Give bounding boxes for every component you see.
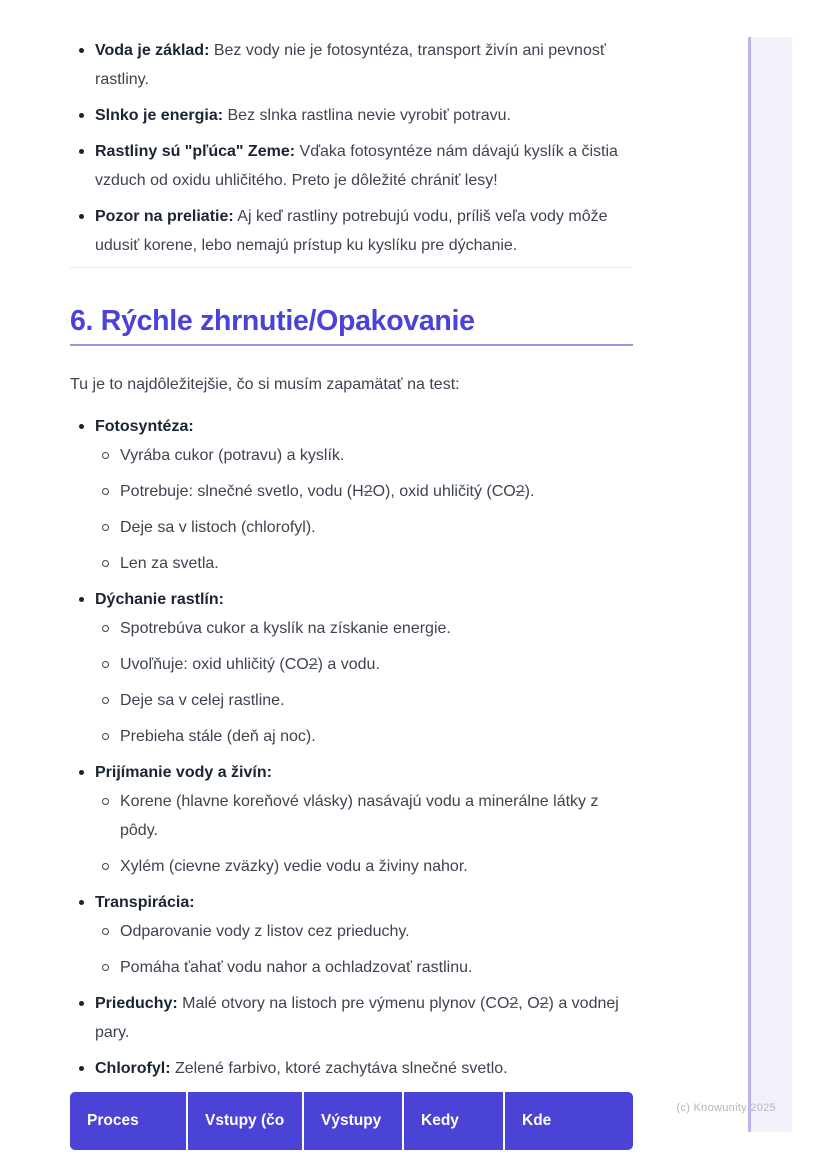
summary-subitem-text: Deje sa v celej rastline. xyxy=(120,692,285,709)
summary-subitem xyxy=(95,852,633,881)
key-point-item xyxy=(70,202,633,260)
key-point-item xyxy=(70,101,633,130)
summary-sublist xyxy=(95,441,633,578)
table-header-cell: Vstupy (čo xyxy=(188,1092,304,1150)
summary-subitem-text: Potrebuje: slnečné svetlo, vodu (H2O), oxid uhličitý (CO2). xyxy=(120,483,535,500)
section-heading: 6. Rýchle zhrnutie/Opakovanie xyxy=(70,305,475,337)
summary-subitem xyxy=(95,477,633,506)
summary-item xyxy=(70,585,633,751)
key-point-term: Pozor na preliatie: xyxy=(95,208,234,225)
summary-sublist xyxy=(95,614,633,751)
summary-subitem xyxy=(95,614,633,643)
key-point-item xyxy=(70,36,633,94)
summary-subitem-text: Xylém (cievne zväzky) vedie vodu a živiny nahor. xyxy=(120,858,468,875)
summary-subitem xyxy=(95,650,633,679)
summary-subitem-text: Uvoľňuje: oxid uhličitý (CO2) a vodu. xyxy=(120,656,380,673)
key-point-text: Vďaka fotosyntéze nám dávajú kyslík a čistia vzduch od oxidu uhličitého. Preto je dôležité chrániť lesy! xyxy=(95,143,618,189)
summary-subitem xyxy=(95,686,633,715)
summary-term: Prijímanie vody a živín: xyxy=(95,764,272,781)
table-header-cell: Výstupy xyxy=(304,1092,404,1150)
summary-subitem xyxy=(95,917,633,946)
document-content xyxy=(70,0,633,1150)
summary-text: Malé otvory na listoch pre výmenu plynov (CO2, O2) a vodnej pary. xyxy=(95,995,619,1041)
summary-term: Dýchanie rastlín: xyxy=(95,591,224,608)
summary-term: Chlorofyl: xyxy=(95,1060,171,1077)
intro-text: Tu je to najdôležitejšie, čo si musím zapamätať na test: xyxy=(70,376,460,393)
table-header-cell: Kde xyxy=(505,1092,633,1150)
key-point-term: Slnko je energia: xyxy=(95,107,224,124)
key-point-text: Bez vody nie je fotosyntéza, transport živín ani pevnosť rastliny. xyxy=(95,42,606,88)
summary-subitem xyxy=(95,953,633,982)
watermark: (c) Knowunity 2025 xyxy=(676,1102,776,1114)
summary-subitem xyxy=(95,722,633,751)
scrollbar-track xyxy=(751,37,792,1132)
key-point-term: Rastliny sú "pľúca" Zeme: xyxy=(95,143,296,160)
summary-item xyxy=(70,989,633,1047)
summary-subitem-text: Len za svetla. xyxy=(120,555,219,572)
summary-term: Transpirácia: xyxy=(95,894,195,911)
summary-term: Prieduchy: xyxy=(95,995,178,1012)
summary-subitem-text: Prebieha stále (deň aj noc). xyxy=(120,728,316,745)
summary-item xyxy=(70,1054,633,1083)
section-divider xyxy=(70,267,633,268)
summary-list xyxy=(70,412,633,1083)
key-points-list xyxy=(70,36,633,260)
summary-item xyxy=(70,758,633,881)
summary-subitem xyxy=(95,787,633,845)
scrollbar-thumb[interactable] xyxy=(748,37,751,1132)
table-header-cell: Kedy xyxy=(404,1092,505,1150)
summary-subitem-text: Korene (hlavne koreňové vlásky) nasávajú vodu a minerálne látky z pôdy. xyxy=(120,793,599,839)
summary-subitem-text: Vyrába cukor (potravu) a kyslík. xyxy=(120,447,345,464)
summary-item xyxy=(70,888,633,982)
summary-table xyxy=(70,1092,633,1150)
summary-subitem-text: Pomáha ťahať vodu nahor a ochladzovať rastlinu. xyxy=(120,959,473,976)
summary-subitem-text: Deje sa v listoch (chlorofyl). xyxy=(120,519,316,536)
summary-text: Zelené farbivo, ktoré zachytáva slnečné svetlo. xyxy=(175,1060,508,1077)
summary-item xyxy=(70,412,633,578)
summary-subitem-text: Spotrebúva cukor a kyslík na získanie energie. xyxy=(120,620,451,637)
summary-table-header-row xyxy=(70,1092,633,1150)
key-point-text: Aj keď rastliny potrebujú vodu, príliš veľa vody môže udusiť korene, lebo nemajú prístup ku kyslíku pre dýchanie. xyxy=(95,208,608,254)
heading-underline xyxy=(70,344,633,346)
key-point-term: Voda je základ: xyxy=(95,42,210,59)
summary-subitem-text: Odparovanie vody z listov cez prieduchy. xyxy=(120,923,410,940)
summary-subitem xyxy=(95,441,633,470)
summary-sublist xyxy=(95,787,633,881)
summary-subitem xyxy=(95,549,633,578)
table-header-cell: Proces xyxy=(70,1092,188,1150)
summary-subitem xyxy=(95,513,633,542)
summary-term: Fotosyntéza: xyxy=(95,418,194,435)
summary-sublist xyxy=(95,917,633,982)
key-point-item xyxy=(70,137,633,195)
key-point-text: Bez slnka rastlina nevie vyrobiť potravu. xyxy=(227,107,511,124)
